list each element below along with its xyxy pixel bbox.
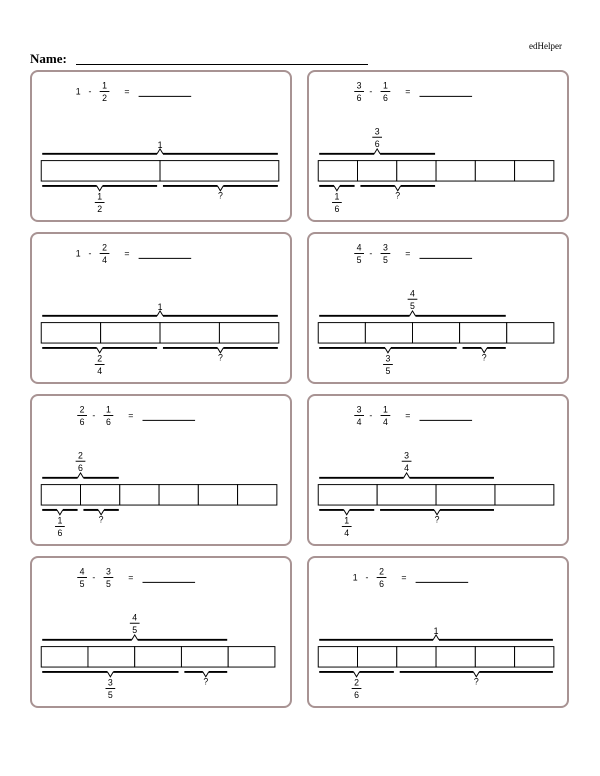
problem-figure bbox=[309, 72, 567, 220]
known-part-brace bbox=[42, 348, 157, 353]
total-label-numerator: 3 bbox=[404, 450, 410, 461]
equals-sign: = bbox=[124, 86, 130, 97]
bar-segment bbox=[436, 647, 475, 667]
equals-sign: = bbox=[128, 572, 134, 583]
operand-a-denominator: 5 bbox=[356, 255, 362, 266]
bar-segment bbox=[318, 647, 357, 667]
operand-a-numerator: 2 bbox=[79, 404, 85, 415]
bar-segment bbox=[101, 323, 160, 343]
equals-sign: = bbox=[405, 86, 411, 97]
known-part-brace bbox=[42, 672, 178, 677]
known-part-label-denominator: 4 bbox=[97, 366, 103, 377]
operand-a-whole: 1 bbox=[75, 248, 81, 259]
total-label: 1 bbox=[157, 139, 163, 150]
problem-figure bbox=[309, 396, 567, 544]
total-label: 1 bbox=[157, 301, 163, 312]
bar-segment bbox=[228, 647, 275, 667]
problem-figure bbox=[309, 558, 567, 706]
total-label-denominator: 5 bbox=[132, 624, 138, 635]
known-part-label-denominator: 6 bbox=[354, 690, 359, 701]
equals-sign: = bbox=[128, 410, 134, 421]
minus-sign: - bbox=[369, 248, 373, 259]
bar-segment bbox=[515, 647, 554, 667]
total-brace bbox=[319, 149, 435, 154]
operand-b-denominator: 6 bbox=[105, 417, 111, 428]
unknown-part-label: ? bbox=[473, 676, 479, 687]
operand-a-numerator: 4 bbox=[356, 242, 362, 253]
problem-card bbox=[307, 556, 569, 708]
operand-a-numerator: 3 bbox=[356, 80, 362, 91]
known-part-brace bbox=[319, 672, 394, 677]
unknown-part-label: ? bbox=[217, 190, 223, 201]
operand-b-denominator: 4 bbox=[102, 255, 107, 266]
known-part-label-denominator: 4 bbox=[344, 528, 350, 539]
equals-sign: = bbox=[405, 410, 411, 421]
known-part-label-numerator: 2 bbox=[354, 677, 359, 688]
operand-b-denominator: 5 bbox=[382, 255, 388, 266]
problem-figure bbox=[32, 72, 290, 220]
equals-sign: = bbox=[124, 248, 130, 259]
bar-segment bbox=[88, 647, 135, 667]
total-brace bbox=[319, 311, 506, 316]
operand-a-numerator: 4 bbox=[79, 566, 85, 577]
bar-segment bbox=[377, 485, 436, 505]
unknown-part-label: ? bbox=[217, 352, 223, 363]
operand-a-denominator: 6 bbox=[79, 417, 85, 428]
bar-segment bbox=[412, 323, 459, 343]
name-label: Name: bbox=[30, 51, 67, 66]
operand-a-whole: 1 bbox=[352, 572, 358, 583]
operand-b-numerator: 1 bbox=[382, 80, 388, 91]
known-part-label-numerator: 3 bbox=[385, 353, 391, 364]
known-part-label-denominator: 5 bbox=[107, 690, 113, 701]
minus-sign: - bbox=[369, 86, 373, 97]
equals-sign: = bbox=[401, 572, 407, 583]
total-brace bbox=[42, 473, 119, 478]
operand-a-numerator: 3 bbox=[356, 404, 362, 415]
equals-sign: = bbox=[405, 248, 411, 259]
operand-a-denominator: 4 bbox=[356, 417, 362, 428]
total-label-denominator: 4 bbox=[404, 462, 410, 473]
bar-segment bbox=[160, 323, 219, 343]
problem-card bbox=[30, 232, 292, 384]
bar-segment bbox=[41, 647, 88, 667]
problem-card bbox=[307, 70, 569, 222]
total-label-numerator: 4 bbox=[410, 288, 415, 299]
problem-card bbox=[30, 556, 292, 708]
bar-segment bbox=[219, 323, 278, 343]
unknown-part-label: ? bbox=[395, 190, 401, 201]
bar-segment bbox=[41, 323, 100, 343]
operand-b-denominator: 2 bbox=[102, 93, 107, 104]
bar-segment bbox=[397, 647, 436, 667]
problem-figure bbox=[309, 234, 567, 382]
minus-sign: - bbox=[92, 572, 96, 583]
known-part-label-numerator: 1 bbox=[334, 191, 340, 202]
brand-label: edHelper bbox=[529, 41, 562, 51]
operand-b-denominator: 6 bbox=[379, 579, 384, 590]
bar-segment bbox=[198, 485, 237, 505]
bar-segment bbox=[358, 161, 397, 181]
bar-segment bbox=[515, 161, 554, 181]
total-brace bbox=[319, 473, 494, 478]
operand-b-numerator: 3 bbox=[105, 566, 111, 577]
known-part-brace bbox=[42, 186, 157, 191]
bar-segment bbox=[318, 485, 377, 505]
minus-sign: - bbox=[88, 86, 92, 97]
bar-segment bbox=[460, 323, 507, 343]
unknown-part-label: ? bbox=[434, 514, 440, 525]
bar-segment bbox=[159, 485, 198, 505]
known-part-label-numerator: 1 bbox=[57, 515, 63, 526]
operand-a-whole: 1 bbox=[75, 86, 81, 97]
total-label: 1 bbox=[433, 625, 439, 636]
operand-b-numerator: 1 bbox=[102, 80, 107, 91]
known-part-label-denominator: 6 bbox=[334, 204, 340, 215]
known-part-brace bbox=[319, 510, 374, 515]
total-label-denominator: 5 bbox=[410, 300, 415, 311]
operand-a-denominator: 6 bbox=[356, 93, 362, 104]
problem-figure bbox=[32, 234, 290, 382]
total-label-numerator: 2 bbox=[78, 450, 83, 461]
minus-sign: - bbox=[88, 248, 92, 259]
problem-card bbox=[307, 232, 569, 384]
operand-b-denominator: 6 bbox=[382, 93, 388, 104]
minus-sign: - bbox=[369, 410, 373, 421]
bar-segment bbox=[160, 161, 279, 181]
bar-segment bbox=[41, 161, 160, 181]
known-part-label-denominator: 6 bbox=[57, 528, 63, 539]
operand-b-numerator: 2 bbox=[379, 566, 384, 577]
bar-segment bbox=[495, 485, 554, 505]
minus-sign: - bbox=[92, 410, 96, 421]
total-brace bbox=[42, 635, 227, 640]
bar-segment bbox=[318, 161, 357, 181]
total-label-numerator: 3 bbox=[374, 126, 380, 137]
known-part-brace bbox=[319, 186, 354, 191]
known-part-label-numerator: 1 bbox=[97, 191, 103, 202]
known-part-brace bbox=[42, 510, 77, 515]
unknown-part-label: ? bbox=[481, 352, 487, 363]
bar-segment bbox=[238, 485, 277, 505]
bar-segment bbox=[318, 323, 365, 343]
known-part-label-numerator: 1 bbox=[344, 515, 350, 526]
name-answer-line[interactable] bbox=[76, 64, 368, 65]
bar-segment bbox=[436, 485, 495, 505]
bar-segment bbox=[365, 323, 412, 343]
problem-card bbox=[30, 394, 292, 546]
bar-segment bbox=[181, 647, 228, 667]
total-label-numerator: 4 bbox=[132, 612, 138, 623]
problem-figure bbox=[32, 396, 290, 544]
bar-segment bbox=[358, 647, 397, 667]
problem-card bbox=[30, 70, 292, 222]
operand-b-denominator: 4 bbox=[382, 417, 388, 428]
bar-segment bbox=[81, 485, 120, 505]
known-part-label-numerator: 3 bbox=[107, 677, 113, 688]
operand-b-numerator: 2 bbox=[102, 242, 107, 253]
bar-segment bbox=[475, 647, 514, 667]
minus-sign: - bbox=[365, 572, 369, 583]
bar-segment bbox=[135, 647, 182, 667]
operand-b-numerator: 3 bbox=[382, 242, 388, 253]
operand-b-numerator: 1 bbox=[382, 404, 388, 415]
unknown-part-label: ? bbox=[203, 676, 209, 687]
bar-segment bbox=[397, 161, 436, 181]
bar-segment bbox=[507, 323, 554, 343]
unknown-part-label: ? bbox=[98, 514, 104, 525]
total-label-denominator: 6 bbox=[78, 462, 83, 473]
problem-card bbox=[307, 394, 569, 546]
known-part-label-numerator: 2 bbox=[97, 353, 103, 364]
problem-figure bbox=[32, 558, 290, 706]
known-part-label-denominator: 5 bbox=[385, 366, 391, 377]
total-label-denominator: 6 bbox=[374, 138, 380, 149]
bar-segment bbox=[120, 485, 159, 505]
bar-segment bbox=[475, 161, 514, 181]
operand-a-denominator: 5 bbox=[79, 579, 85, 590]
known-part-brace bbox=[319, 348, 456, 353]
known-part-label-denominator: 2 bbox=[97, 204, 103, 215]
operand-b-denominator: 5 bbox=[105, 579, 111, 590]
operand-b-numerator: 1 bbox=[105, 404, 111, 415]
bar-segment bbox=[41, 485, 80, 505]
bar-segment bbox=[436, 161, 475, 181]
